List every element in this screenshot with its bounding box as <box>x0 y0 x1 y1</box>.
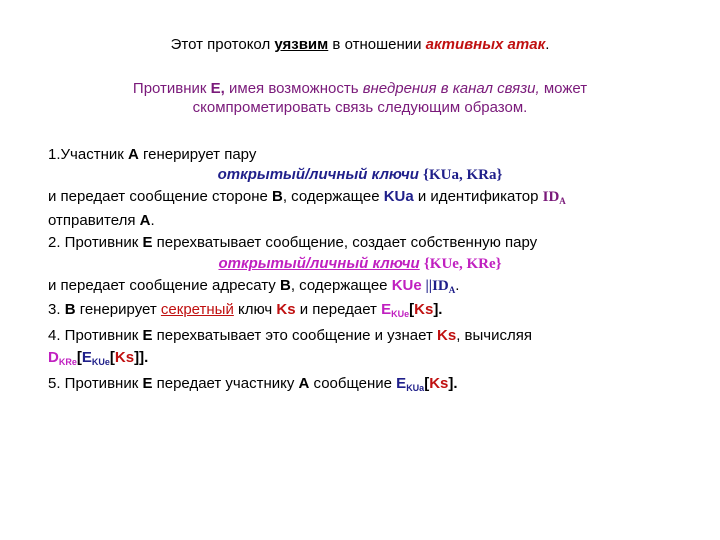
participant-B-3: B <box>64 301 76 318</box>
step3-text-b: генерирует <box>75 301 161 318</box>
bracket-open-3: [ <box>109 349 115 366</box>
step4-line-1 <box>48 327 532 345</box>
step1-text-c: и передает сообщение стороне <box>48 188 272 205</box>
enc-E-letter-2: E <box>81 349 92 366</box>
adversary-text-1: Противник <box>132 80 211 97</box>
key-Ks-enc: Ks <box>414 301 434 318</box>
enc-E-letter-3: E <box>396 375 407 392</box>
key-KUa: KUa <box>383 188 414 205</box>
secret-word: секретный <box>160 301 234 318</box>
participant-A: A <box>127 146 139 163</box>
intro-text-3: . <box>545 36 550 53</box>
step3-text-a: 3. <box>48 301 65 318</box>
id-label: ID <box>542 189 560 205</box>
adversary-text-2: имея возможность <box>224 80 363 97</box>
step2-text-e: . <box>455 277 460 294</box>
step1-text-g: . <box>150 212 155 229</box>
keys1-label: открытый/личный ключи <box>217 166 419 183</box>
step1-keys-line <box>0 166 720 184</box>
step2-text-c: и передает сообщение адресату <box>48 277 280 294</box>
bracket-close-2: ]]. <box>134 349 149 366</box>
step2-text-d: , содержащее <box>290 277 392 294</box>
key-Ks: Ks <box>276 301 296 318</box>
dec-D-letter: D <box>48 349 59 366</box>
enc-E-KUa <box>396 375 424 392</box>
keys2-value: {KUe, KRe} <box>423 256 502 272</box>
adversary-E-2: E <box>142 234 153 251</box>
key-Ks-5: Ks <box>429 375 449 392</box>
dec-sub-KRe: KRe <box>58 357 77 367</box>
enc-sub-KUe: KUe <box>391 309 410 319</box>
adversary-text-3: может <box>539 80 588 97</box>
step4-text-b: перехватывает это сообщение и узнает <box>152 327 438 344</box>
enc-E-KUe-2 <box>82 349 110 366</box>
step2-text-a: 2. Противник <box>48 234 143 251</box>
key-Ks-4: Ks <box>437 327 457 344</box>
sender-A: A <box>139 212 151 229</box>
adversary-E-5: E <box>142 375 153 392</box>
step5-text-c: сообщение <box>309 375 397 392</box>
intro-text-2: в отношении <box>328 36 426 53</box>
step2-keys-line <box>0 255 720 273</box>
bracket-open-2: [ <box>76 349 82 366</box>
step1-text-b: генерирует пару <box>138 146 257 163</box>
step3-text-c: ключ <box>233 301 277 318</box>
step1-line-2 <box>48 188 566 206</box>
step2-line-2 <box>48 277 459 295</box>
bracket-close-3: ]. <box>448 375 458 392</box>
injection-phrase: внедрения в канал связи, <box>362 80 540 97</box>
bracket-open-4: [ <box>424 375 430 392</box>
enc-sub-KUa: KUa <box>406 383 425 393</box>
step1-text-d: , содержащее <box>282 188 384 205</box>
enc-E-KUe <box>381 301 409 318</box>
id-A <box>543 189 566 205</box>
step3-text-d: и передает <box>295 301 382 318</box>
dec-D-KRe <box>48 349 77 366</box>
id-subscript-A: A <box>559 196 566 206</box>
step4-text-a: 4. Противник <box>48 327 143 344</box>
participant-A-5: A <box>298 375 310 392</box>
vulnerable-word: уязвим <box>274 36 329 53</box>
step4-line-2 <box>48 349 148 367</box>
step5-text-a: 5. Противник <box>48 375 143 392</box>
step1-text-f: отправителя <box>48 212 140 229</box>
enc-E-letter: E <box>381 301 392 318</box>
bracket-open: [ <box>409 301 415 318</box>
step2-line-1 <box>48 234 537 252</box>
step1-line-3 <box>48 212 155 230</box>
keys2-label: открытый/личный ключи <box>218 255 420 272</box>
id-label-2: ID <box>432 278 449 294</box>
bracket-close: ]. <box>433 301 443 318</box>
adversary-E: E, <box>210 80 225 97</box>
intro-text-1: Этот протокол <box>170 36 275 53</box>
participant-B: B <box>272 188 283 205</box>
key-Ks-dec: Ks <box>114 349 135 366</box>
key-KUe: KUe <box>391 277 422 294</box>
keys1-value: {KUa, KRa} <box>423 167 503 183</box>
concat-operator: || <box>421 278 433 294</box>
active-attacks-phrase: активных атак <box>425 36 546 53</box>
step1-line-1 <box>48 146 256 164</box>
step5-line <box>48 375 458 393</box>
step4-text-c: , вычисляя <box>456 327 532 344</box>
id-A-2 <box>432 278 455 294</box>
id-subscript-A-2: A <box>448 285 456 295</box>
step1-text-a: 1.Участник <box>48 146 128 163</box>
adversary-E-4: E <box>142 327 153 344</box>
step3-line <box>48 301 442 319</box>
intro-line <box>0 36 720 54</box>
step2-text-b: перехватывает сообщение, создает собственную пару <box>152 234 538 251</box>
adversary-line-2: скомпрометировать связь следующим образом. <box>192 99 528 116</box>
enc-sub-KUe-2: KUe <box>91 357 110 367</box>
adversary-line-1 <box>0 80 720 98</box>
step5-text-b: передает участнику <box>152 375 299 392</box>
step1-text-e: и идентификатор <box>413 188 543 205</box>
recipient-B: B <box>279 277 291 294</box>
